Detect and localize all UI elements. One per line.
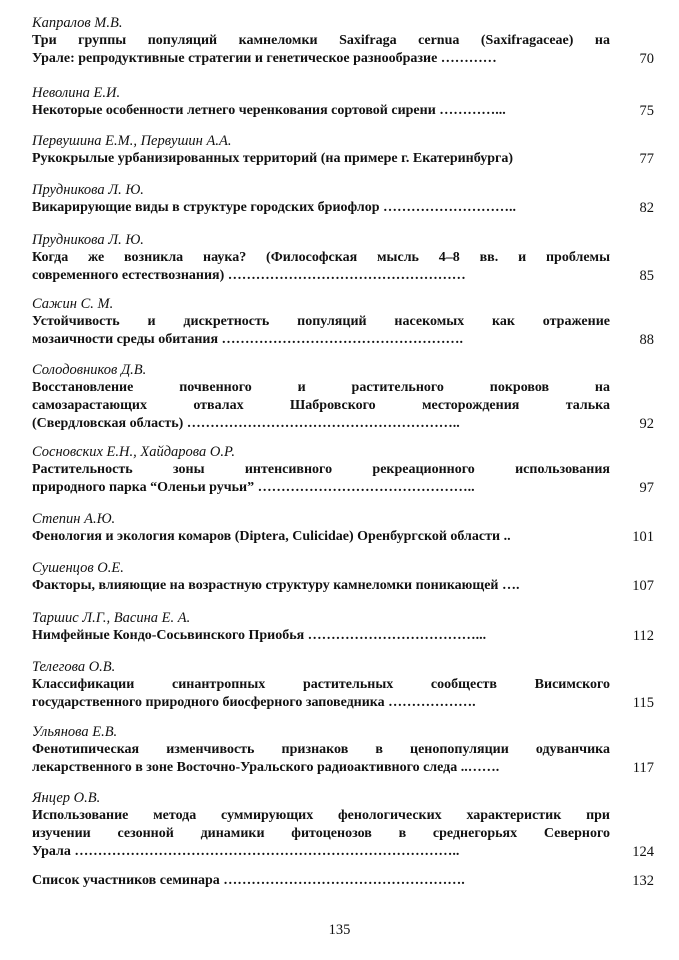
page-number: 135 [328,922,351,938]
toc-entry-authors: Первушина Е.М., Первушин А.А. [32,133,232,149]
toc-entry [32,182,654,217]
toc-entry-title [32,627,610,645]
toc-entry-row [32,676,654,712]
toc-entry-row [32,741,654,777]
toc-entry-title [32,32,610,68]
toc-entry-page-number: 101 [632,529,654,545]
toc-entry-title-line: Факторы, влияющие на возрастную структуру камнеломки поникающей …. [32,578,520,593]
toc-entry-row [32,313,654,349]
toc-entry-page-number: 132 [632,873,654,889]
toc-entry-title [32,102,610,120]
toc-entry [32,15,654,68]
toc-entry-title-line: Растительность зоны интенсивного рекреационного использования [32,462,610,477]
toc-entry-title-line: Фенология и экология комаров (Diptera, Culicidae) Оренбургской области .. [32,529,511,544]
toc-entry-title-line: Когда же возникла наука? (Философская мысль 4–8 вв. и проблемы [32,250,610,265]
toc-entry-authors: Прудникова Л. Ю. [32,232,144,248]
toc-entry-title-line: современного естествознания) …………………………………………… [32,268,466,283]
toc-entry-row [32,32,654,68]
toc-entry-authors: Капралов М.В. [32,15,123,31]
toc-entry [32,790,654,861]
toc-entry-authors: Сушенцов О.Е. [32,560,124,576]
toc-entry-authors: Телегова О.В. [32,659,116,675]
toc-entry-authors: Неволина Е.И. [32,85,121,101]
toc-entry-row [32,249,654,285]
toc-entry-title [32,676,610,712]
toc-entry-title [32,461,610,497]
toc-entry-title [32,199,610,217]
toc-entry-title [32,528,610,546]
toc-entry-authors: Солодовников Д.В. [32,362,147,378]
toc-entry-title-line: (Свердловская область) ………………………………………………….. [32,416,460,431]
toc-entry-title-line: Классификации синантропных растительных сообществ Висимского [32,677,610,692]
toc-entry [32,724,654,777]
toc-entry [32,610,654,645]
toc-entry-page-number: 85 [639,268,654,284]
toc-entry-row [32,150,654,168]
toc-entry-title [32,313,610,349]
toc-entry [32,296,654,349]
toc-entry-title [32,807,610,861]
toc-entry-title-line: Использование метода суммирующих фенологических характеристик при [32,808,610,823]
toc-entry [32,362,654,433]
toc-entry-title [32,249,610,285]
toc-entry-row [32,627,654,645]
toc-entry [32,872,654,890]
toc-entry-title-line: Урала ……………………………………………………………………….. [32,844,460,859]
toc-entry-page-number: 112 [632,628,654,644]
toc-entry-title [32,150,610,168]
toc-entry-page-number: 117 [632,760,654,776]
toc-entry-title-line: государственного природного биосферного заповедника ………………. [32,695,476,710]
toc-entry-title-line: Фенотипическая изменчивость признаков в ценопопуляции одуванчика [32,742,610,757]
toc-entry-authors: Янцер О.В. [32,790,101,806]
toc-entry [32,659,654,712]
toc-entry-page-number: 77 [639,151,654,167]
toc-entry-page-number: 97 [639,480,654,496]
toc-entry [32,133,654,168]
toc-entry-title-line: Урале: репродуктивные стратегии и генетическое разнообразие ………… [32,51,497,66]
toc-entry-row [32,807,654,861]
toc-entry-authors: Прудникова Л. Ю. [32,182,144,198]
toc-entry-title-line: изучении сезонной динамики фитоценозов в среднегорьях Северного [32,826,610,841]
toc-entry-title-line: Викарирующие виды в структуре городских бриофлор ……………………….. [32,200,516,215]
toc-entry-authors: Ульянова Е.В. [32,724,118,740]
toc-entry-title-line: Список участников семинара ……………………………………………. [32,873,465,888]
toc-entry-title-line: Нимфейные Кондо-Сосьвинского Приобья ………………………………... [32,628,487,643]
toc-entry-row [32,872,654,890]
toc-entry-title-line: Устойчивость и дискретность популяций насекомых как отражение [32,314,610,329]
toc-entry-title-line: природного парка “Оленьи ручьи” ……………………………………….. [32,480,475,495]
toc-entry-title [32,872,610,890]
toc-entry-row [32,379,654,433]
toc-entry-title [32,741,610,777]
toc-entry-title-line: Восстановление почвенного и растительного покровов на [32,380,610,395]
toc-entry-title-line: Рукокрылые урбанизированных территорий (на примере г. Екатеринбурга) [32,151,514,166]
toc-entry-page-number: 107 [632,578,654,594]
toc-entry [32,444,654,497]
toc-entry-page-number: 92 [639,416,654,432]
toc-entry-row [32,528,654,546]
toc-entry-row [32,102,654,120]
toc-entry [32,511,654,546]
toc-entry-title-line: лекарственного в зоне Восточно-Уральского радиоактивного следа ..……. [32,760,500,775]
toc-entry-title-line: Некоторые особенности летнего черенкования сортовой сирени …………... [32,103,506,118]
toc-entry-page-number: 115 [632,695,654,711]
toc-entry-page-number: 88 [639,332,654,348]
toc-entry [32,560,654,595]
toc-entry-row [32,199,654,217]
toc-entry-title [32,379,610,433]
toc-entry-row [32,577,654,595]
toc-entry-authors: Сажин С. М. [32,296,114,312]
toc-entry-authors: Степин А.Ю. [32,511,116,527]
toc-entry-title-line: мозаичности среды обитания ……………………………………………. [32,332,464,347]
toc-entry-authors: Сосновских Е.Н., Хайдарова О.Р. [32,444,235,460]
toc-entry [32,232,654,285]
toc-entry [32,85,654,120]
toc-entry-title-line: Три группы популяций камнеломки Saxifraga cernua (Saxifragaceae) на [32,33,610,48]
toc-entry-title [32,577,610,595]
toc-entry-page-number: 124 [632,844,654,860]
toc-entry-page-number: 75 [639,103,654,119]
toc-entry-title-line: самозарастающих отвалах Шабровского месторождения талька [32,398,610,413]
toc-entry-page-number: 70 [639,51,654,67]
toc-entry-authors: Таршис Л.Г., Васина Е. А. [32,610,191,626]
toc-entry-row [32,461,654,497]
toc-entry-page-number: 82 [639,200,654,216]
